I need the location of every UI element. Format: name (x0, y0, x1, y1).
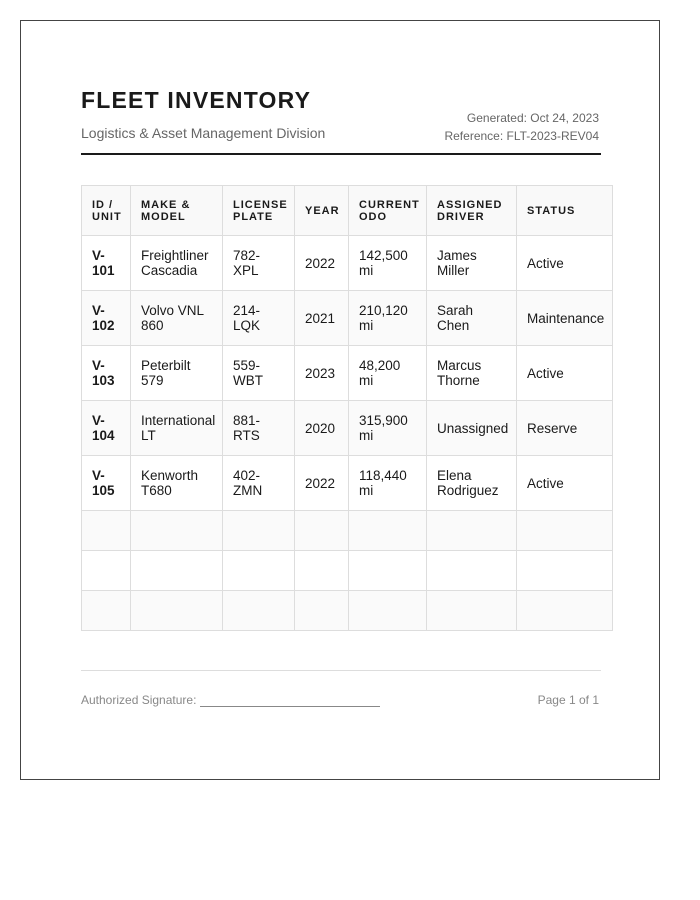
model-cell: Peterbilt 579 (131, 346, 223, 401)
odometer-cell: 315,900 mi (349, 401, 427, 456)
column-header-plate: LICENSE PLATE (223, 186, 295, 236)
empty-cell (223, 511, 295, 551)
driver-cell: Marcus Thorne (427, 346, 517, 401)
plate-cell: 402-ZMN (223, 456, 295, 511)
generated-date: Generated: Oct 24, 2023 (466, 111, 599, 125)
empty-table-row (82, 591, 613, 631)
empty-cell (349, 551, 427, 591)
status-cell: Active (517, 346, 613, 401)
unit-id-cell: V-102 (82, 291, 131, 346)
empty-cell (349, 511, 427, 551)
reference-code: Reference: FLT-2023-REV04 (444, 129, 599, 143)
plate-cell: 214-LQK (223, 291, 295, 346)
model-cell: International LT (131, 401, 223, 456)
year-cell: 2020 (295, 401, 349, 456)
division-subtitle: Logistics & Asset Management Division (81, 125, 326, 141)
empty-cell (131, 591, 223, 631)
column-header-status: STATUS (517, 186, 613, 236)
year-cell: 2022 (295, 236, 349, 291)
table-row (82, 456, 613, 511)
odometer-cell: 118,440 mi (349, 456, 427, 511)
signature-label: Authorized Signature: (81, 693, 197, 707)
empty-cell (223, 591, 295, 631)
empty-cell (131, 511, 223, 551)
signature-line (200, 694, 380, 707)
unit-id-cell: V-101 (82, 236, 131, 291)
signature-block (81, 693, 380, 707)
column-header-unit: ID / UNIT (82, 186, 131, 236)
driver-cell: James Miller (427, 236, 517, 291)
empty-cell (295, 511, 349, 551)
empty-cell (82, 591, 131, 631)
empty-cell (82, 511, 131, 551)
empty-cell (223, 551, 295, 591)
table-row (82, 291, 613, 346)
column-header-driver: ASSIGNED DRIVER (427, 186, 517, 236)
plate-cell: 782-XPL (223, 236, 295, 291)
table-row (82, 346, 613, 401)
year-cell: 2021 (295, 291, 349, 346)
status-cell: Active (517, 456, 613, 511)
table-header-row (82, 186, 613, 236)
document-page (20, 20, 660, 780)
empty-cell (427, 591, 517, 631)
empty-cell (295, 591, 349, 631)
footer-divider (81, 670, 601, 671)
year-cell: 2023 (295, 346, 349, 401)
header-divider (81, 153, 601, 155)
empty-cell (427, 511, 517, 551)
odometer-cell: 210,120 mi (349, 291, 427, 346)
document-title: FLEET INVENTORY (81, 87, 312, 113)
table-row (82, 401, 613, 456)
status-cell: Maintenance (517, 291, 613, 346)
empty-table-row (82, 551, 613, 591)
year-cell: 2022 (295, 456, 349, 511)
unit-id-cell: V-104 (82, 401, 131, 456)
empty-cell (295, 551, 349, 591)
empty-table-row (82, 511, 613, 551)
driver-cell: Unassigned (427, 401, 517, 456)
empty-cell (349, 591, 427, 631)
column-header-odometer: CURRENT ODO (349, 186, 427, 236)
driver-cell: Elena Rodriguez (427, 456, 517, 511)
plate-cell: 559-WBT (223, 346, 295, 401)
model-cell: Kenworth T680 (131, 456, 223, 511)
plate-cell: 881-RTS (223, 401, 295, 456)
empty-cell (517, 551, 613, 591)
page-number: Page 1 of 1 (537, 693, 599, 707)
document-meta (444, 109, 599, 145)
odometer-cell: 48,200 mi (349, 346, 427, 401)
status-cell: Reserve (517, 401, 613, 456)
unit-id-cell: V-105 (82, 456, 131, 511)
column-header-model: MAKE & MODEL (131, 186, 223, 236)
fleet-inventory-table (81, 185, 613, 631)
empty-cell (427, 551, 517, 591)
column-header-year: YEAR (295, 186, 349, 236)
driver-cell: Sarah Chen (427, 291, 517, 346)
empty-cell (131, 551, 223, 591)
model-cell: Freightliner Cascadia (131, 236, 223, 291)
table-row (82, 236, 613, 291)
status-cell: Active (517, 236, 613, 291)
unit-id-cell: V-103 (82, 346, 131, 401)
empty-cell (82, 551, 131, 591)
empty-cell (517, 591, 613, 631)
model-cell: Volvo VNL 860 (131, 291, 223, 346)
odometer-cell: 142,500 mi (349, 236, 427, 291)
empty-cell (517, 511, 613, 551)
